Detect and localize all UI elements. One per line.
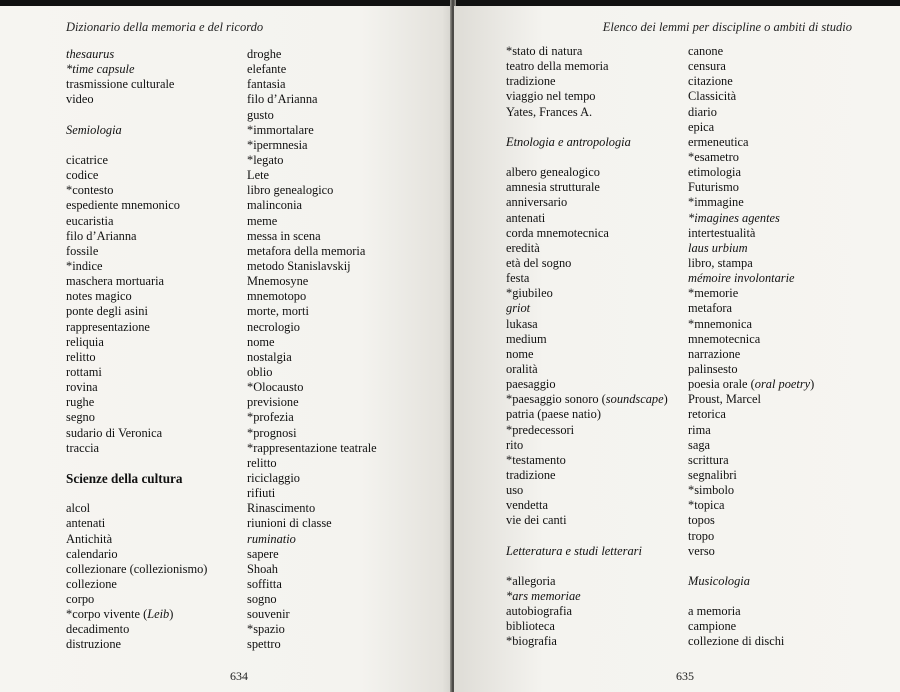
index-entry: libro genealogico: [247, 183, 334, 198]
index-entry: notes magico: [66, 289, 132, 304]
index-entry: viaggio nel tempo: [506, 89, 596, 104]
index-entry: medium: [506, 331, 547, 346]
index-entry: sapere: [247, 546, 279, 561]
index-entry: *ipermnesia: [247, 137, 308, 152]
index-entry: *spazio: [247, 622, 285, 637]
index-entry: citazione: [688, 74, 733, 89]
index-entry: malinconia: [247, 198, 303, 213]
right-page-column-2: [688, 44, 814, 650]
index-entry: reliquia: [66, 334, 104, 349]
entry-text: *paesaggio sonoro (: [506, 392, 606, 407]
index-entry: uso: [506, 483, 524, 498]
left-page-column-2: [247, 47, 377, 653]
index-entry: Lete: [247, 168, 270, 183]
index-entry: fossile: [66, 243, 99, 258]
index-entry: Proust, Marcel: [688, 392, 761, 407]
index-entry: *stato di natura: [506, 44, 583, 58]
left-page: [0, 6, 452, 692]
index-entry: espediente mnemonico: [66, 198, 180, 213]
index-entry: traccia: [66, 440, 100, 455]
index-entry: verso: [688, 543, 715, 558]
index-entry: rughe: [66, 395, 95, 410]
index-entry: *simbolo: [688, 483, 735, 498]
index-entry: intertestualità: [688, 225, 756, 240]
index-entry: teatro della memoria: [506, 59, 609, 74]
index-entry: laus urbium: [688, 240, 748, 255]
entry-text: poesia orale (: [688, 377, 755, 392]
index-entry: *Olocausto: [247, 380, 304, 395]
index-entry: segnalibri: [688, 467, 737, 482]
index-entry: ermeneutica: [688, 134, 749, 149]
blank-line: [506, 150, 668, 165]
index-entry: *biografia: [506, 634, 557, 649]
index-entry: filo d’Arianna: [66, 228, 137, 243]
blank-line: [66, 456, 207, 471]
index-entry: sogno: [247, 592, 277, 607]
index-entry: trasmissione culturale: [66, 77, 175, 92]
index-entry: antenati: [66, 516, 106, 531]
index-entry: metodo Stanislavskij: [247, 258, 351, 273]
blank-line: [66, 138, 207, 153]
left-running-head: Dizionario della memoria e del ricordo: [66, 20, 264, 34]
index-entry: calendario: [66, 546, 118, 561]
index-entry: *imagines agentes: [688, 210, 780, 225]
index-entry: filo d’Arianna: [247, 92, 318, 107]
index-entry: *immagine: [688, 195, 744, 210]
section-heading: Musicologia: [688, 573, 750, 588]
index-entry: *contesto: [66, 183, 114, 198]
entry-text: *corpo vivente (: [66, 607, 148, 622]
entry-text-end: ): [169, 607, 174, 622]
index-entry: narrazione: [688, 346, 741, 361]
index-entry: spettro: [247, 637, 281, 652]
right-page-column-1: [506, 44, 668, 650]
index-entry: vendetta: [506, 498, 548, 513]
left-page-number: 634: [230, 669, 248, 683]
index-entry: *giubileo: [506, 286, 553, 301]
section-heading: Semiologia: [66, 122, 122, 137]
index-entry: cicatrice: [66, 152, 108, 167]
index-entry: morte, morti: [247, 304, 309, 319]
index-entry: maschera mortuaria: [66, 274, 165, 289]
index-entry: *esametro: [688, 149, 739, 164]
index-entry: fantasia: [247, 77, 286, 92]
index-entry: Classicità: [688, 89, 737, 104]
index-entry: collezione: [66, 576, 117, 591]
index-entry: sudario di Veronica: [66, 425, 163, 440]
index-entry: tradizione: [506, 74, 556, 89]
index-entry: distruzione: [66, 637, 122, 652]
blank-line: [688, 589, 814, 604]
index-entry: palinsesto: [688, 361, 738, 376]
blank-line: [66, 108, 207, 123]
index-entry: *mnemonica: [688, 316, 752, 331]
index-entry: eredità: [506, 240, 540, 255]
index-entry: amnesia strutturale: [506, 180, 600, 195]
left-page-column-1: [66, 47, 207, 653]
entry-text-end: ): [663, 392, 668, 407]
index-entry: *topica: [688, 498, 725, 513]
blank-line: [506, 529, 668, 544]
index-entry: censura: [688, 59, 726, 74]
index-entry: Antichità: [66, 531, 113, 546]
index-entry: scrittura: [688, 452, 729, 467]
index-entry: nome: [506, 346, 534, 361]
index-entry: *prognosi: [247, 425, 297, 440]
index-entry: [66, 607, 207, 622]
index-entry: alcol: [66, 501, 91, 516]
index-entry: età del sogno: [506, 255, 572, 270]
index-entry: *legato: [247, 152, 284, 167]
index-entry: souvenir: [247, 607, 290, 622]
blank-line: [506, 559, 668, 574]
index-entry: topos: [688, 513, 715, 528]
index-entry: decadimento: [66, 622, 130, 637]
index-entry: griot: [506, 301, 531, 316]
index-entry: paesaggio: [506, 377, 556, 392]
index-entry: festa: [506, 271, 530, 286]
entry-text-end: ): [810, 377, 815, 392]
index-entry: Yates, Frances A.: [506, 104, 593, 119]
index-entry: retorica: [688, 407, 726, 422]
section-heading: Etnologia e antropologia: [506, 134, 631, 149]
index-entry: lukasa: [506, 316, 538, 331]
index-entry: saga: [688, 437, 711, 452]
index-entry: ruminatio: [247, 531, 296, 546]
index-entry: *profezia: [247, 410, 294, 425]
index-entry: thesaurus: [66, 47, 115, 61]
right-running-head: Elenco dei lemmi per discipline o ambiti di studio: [602, 20, 852, 34]
index-entry: mnemotecnica: [688, 331, 761, 346]
index-entry: rappresentazione: [66, 319, 150, 334]
index-entry: rifiuti: [247, 486, 276, 501]
index-entry: *ars memoriae: [506, 589, 581, 604]
index-entry: ponte degli asini: [66, 304, 148, 319]
index-entry: canone: [688, 44, 724, 58]
index-entry: patria (paese natio): [506, 407, 601, 422]
index-entry: *memorie: [688, 286, 739, 301]
index-entry: metafora della memoria: [247, 243, 366, 258]
index-entry: *rappresentazione teatrale: [247, 440, 377, 455]
index-entry: relitto: [66, 349, 96, 364]
index-entry: libro, stampa: [688, 255, 753, 270]
index-entry: oblio: [247, 364, 273, 379]
index-entry: soffitta: [247, 576, 282, 591]
index-entry: collezione di dischi: [688, 634, 785, 649]
index-entry: epica: [688, 119, 715, 134]
index-entry: video: [66, 92, 94, 107]
index-entry: anniversario: [506, 195, 568, 210]
index-entry: metafora: [688, 301, 733, 316]
index-entry: campione: [688, 619, 737, 634]
index-entry: eucaristia: [66, 213, 114, 228]
index-entry: antenati: [506, 210, 546, 225]
index-entry: nome: [247, 334, 275, 349]
index-entry: *predecessori: [506, 422, 575, 437]
index-entry: [688, 377, 814, 392]
index-entry: rottami: [66, 364, 102, 379]
entry-italic-part: soundscape: [605, 392, 664, 407]
index-entry: elefante: [247, 62, 287, 77]
index-entry: *immortalare: [247, 122, 314, 137]
index-entry: necrologio: [247, 319, 300, 334]
index-entry: meme: [247, 213, 278, 228]
index-entry: *time capsule: [66, 62, 135, 77]
index-entry: mnemotopo: [247, 289, 307, 304]
right-page: [454, 6, 900, 692]
index-entry: *testamento: [506, 452, 566, 467]
index-entry: rovina: [66, 380, 98, 395]
index-entry: a memoria: [688, 604, 741, 619]
index-entry: vie dei canti: [506, 513, 567, 528]
index-entry: messa in scena: [247, 228, 321, 243]
index-entry: relitto: [247, 455, 277, 470]
index-entry: [506, 392, 668, 407]
index-entry: corpo: [66, 592, 95, 607]
blank-line: [66, 486, 207, 501]
blank-line: [506, 120, 668, 135]
index-entry: riunioni di classe: [247, 516, 332, 531]
index-entry: previsione: [247, 395, 299, 410]
index-entry: etimologia: [688, 165, 741, 180]
index-entry: *allegoria: [506, 573, 556, 588]
index-entry: diario: [688, 104, 717, 119]
index-entry: Futurismo: [688, 180, 739, 195]
index-entry: tradizione: [506, 467, 556, 482]
index-entry: tropo: [688, 528, 715, 543]
index-entry: gusto: [247, 107, 274, 122]
index-entry: mémoire involontarie: [688, 271, 795, 286]
right-page-number: 635: [676, 669, 694, 683]
index-entry: droghe: [247, 47, 282, 61]
entry-italic-part: oral poetry: [754, 377, 811, 392]
index-entry: Shoah: [247, 561, 278, 576]
index-entry: Mnemosyne: [247, 274, 309, 289]
index-entry: rima: [688, 422, 711, 437]
index-entry: collezionare (collezionismo): [66, 561, 208, 576]
index-entry: autobiografia: [506, 604, 573, 619]
index-entry: Rinascimento: [247, 501, 316, 516]
section-heading: Letteratura e studi letterari: [506, 543, 642, 558]
section-heading: Scienze della cultura: [66, 470, 183, 486]
index-entry: *indice: [66, 258, 103, 273]
index-entry: biblioteca: [506, 619, 555, 634]
blank-line: [688, 559, 814, 574]
index-entry: rito: [506, 437, 524, 452]
entry-italic-part: Leib: [147, 607, 170, 622]
index-entry: oralità: [506, 361, 538, 376]
index-entry: nostalgia: [247, 349, 292, 364]
index-entry: codice: [66, 168, 99, 183]
index-entry: corda mnemotecnica: [506, 225, 609, 240]
index-entry: riciclaggio: [247, 470, 300, 485]
index-entry: segno: [66, 410, 95, 425]
index-entry: albero genealogico: [506, 165, 600, 180]
